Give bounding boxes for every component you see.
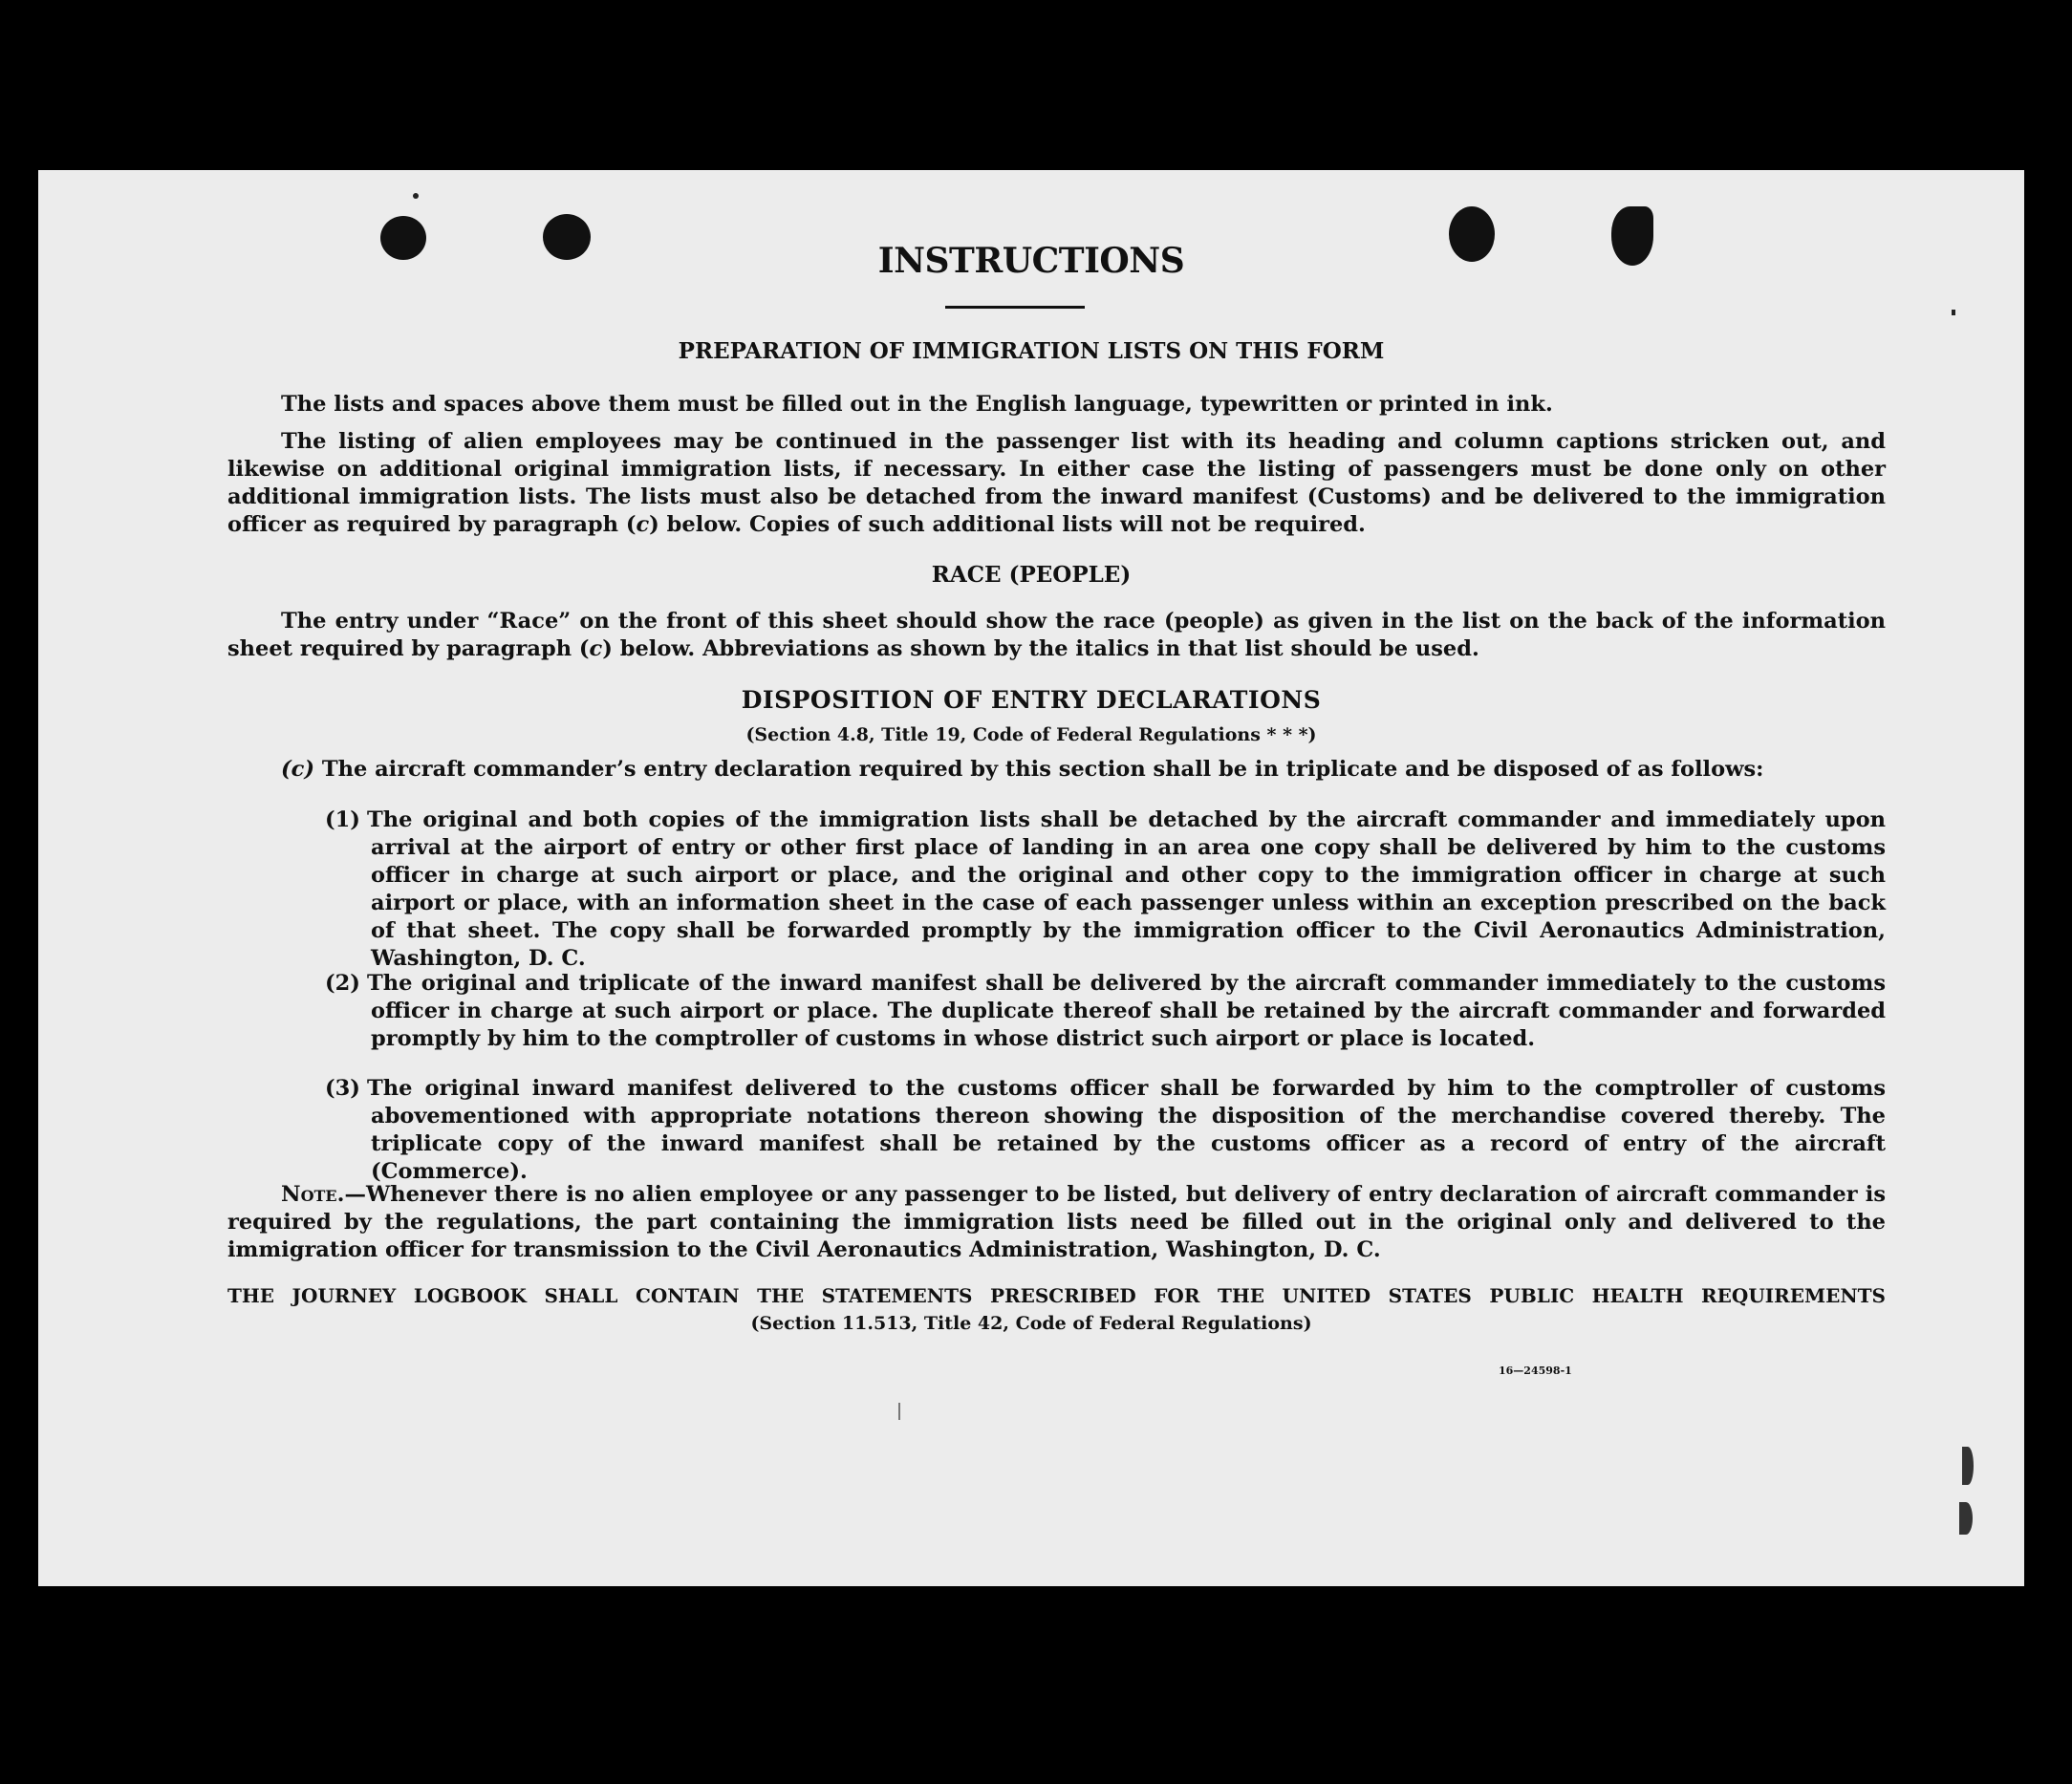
form-number: 16—24598-1 xyxy=(1499,1365,1572,1377)
intro-label: (c) xyxy=(281,757,314,782)
intro-text: The aircraft commander’s entry declaration required by this section shall be in triplicate and be disposed of as follows: xyxy=(321,757,1764,782)
scan-speck xyxy=(898,1403,900,1420)
preparation-heading: PREPARATION OF IMMIGRATION LISTS ON THIS FORM xyxy=(678,338,1385,364)
note-paragraph: Note.—Whenever there is no alien employee or any passenger to be listed, but delivery of entry declaration of aircraft commander is required by the regulations, the part containing the immigration lists need be filled out in the original only and delivered to the immigration officer for transmission to the Civil Aeronautics Administration, Washington, D. C. xyxy=(227,1182,1886,1262)
list-item: (1) The original and both copies of the immigration lists shall be detached by the aircraft commander and immediately upon arrival at the airport of entry or other first place of landing in an area one copy shall be delivered by him to the customs officer in charge at such airport or place, and the original and other copy to the immigration officer in charge at such airport or place, with an information sheet in the case of each passenger unless within an exception prescribed on the back of that sheet. The copy shall be forwarded promptly by the immigration officer to the Civil Aeronautics Administration, Washington, D. C. xyxy=(325,807,1886,971)
clip-mark xyxy=(1959,1502,1973,1535)
preparation-paragraph-1: The lists and spaces above them must be filled out in the English language, typewritten or printed in ink. xyxy=(281,392,1553,417)
page-title: INSTRUCTIONS xyxy=(877,241,1185,281)
clip-mark xyxy=(1962,1447,1974,1485)
disposition-citation: (Section 4.8, Title 19, Code of Federal Regulations * * *) xyxy=(745,724,1317,745)
preparation-paragraph-2: The listing of alien employees may be continued in the passenger list with its heading and column captions stricken out, and likewise on additional original immigration lists, if necessary. In either case the listing of passengers must be done only on other additional immigration lists. The lists must also be detached from the inward manifest (Customs) and be delivered to the immigration officer as required by paragraph (c) below. Copies of such additional lists will not be required. xyxy=(227,429,1886,537)
list-item: (3) The original inward manifest delivered to the customs officer shall be forwarded by him to the comptroller of customs abovementioned with appropriate notations thereon showing the disposition of the merchandise covered thereby. The triplicate copy of the inward manifest shall be retained by the customs officer as a record of entry of the aircraft (Commerce). xyxy=(325,1076,1886,1184)
health-citation: (Section 11.513, Title 42, Code of Federal Regulations) xyxy=(750,1313,1312,1334)
note-label: Note. xyxy=(281,1182,345,1207)
race-paragraph: The entry under “Race” on the front of this sheet should show the race (people) as given in the list on the back of the information sheet required by paragraph (c) below. Abbreviations as shown by the italics in that list should be used. xyxy=(227,609,1886,661)
scan-speck xyxy=(1952,310,1955,315)
document-page xyxy=(38,170,2024,1586)
race-heading: RACE (PEOPLE) xyxy=(931,562,1132,588)
disposition-intro xyxy=(281,756,1887,784)
title-underline xyxy=(945,306,1085,309)
scan-speck xyxy=(413,193,419,199)
health-statement: THE JOURNEY LOGBOOK SHALL CONTAIN THE STATEMENTS PRESCRIBED FOR THE UNITED STATES PUBLIC HEALTH REQUIREMENTS xyxy=(227,1284,1886,1307)
list-item: (2) The original and triplicate of the inward manifest shall be delivered by the aircraft commander immediately to the customs officer in charge at such airport or place. The duplicate thereof shall be retained by the aircraft commander and forwarded promptly by him to the comptroller of customs in whose district such airport or place is located. xyxy=(325,971,1886,1051)
disposition-heading: DISPOSITION OF ENTRY DECLARATIONS xyxy=(741,686,1322,714)
